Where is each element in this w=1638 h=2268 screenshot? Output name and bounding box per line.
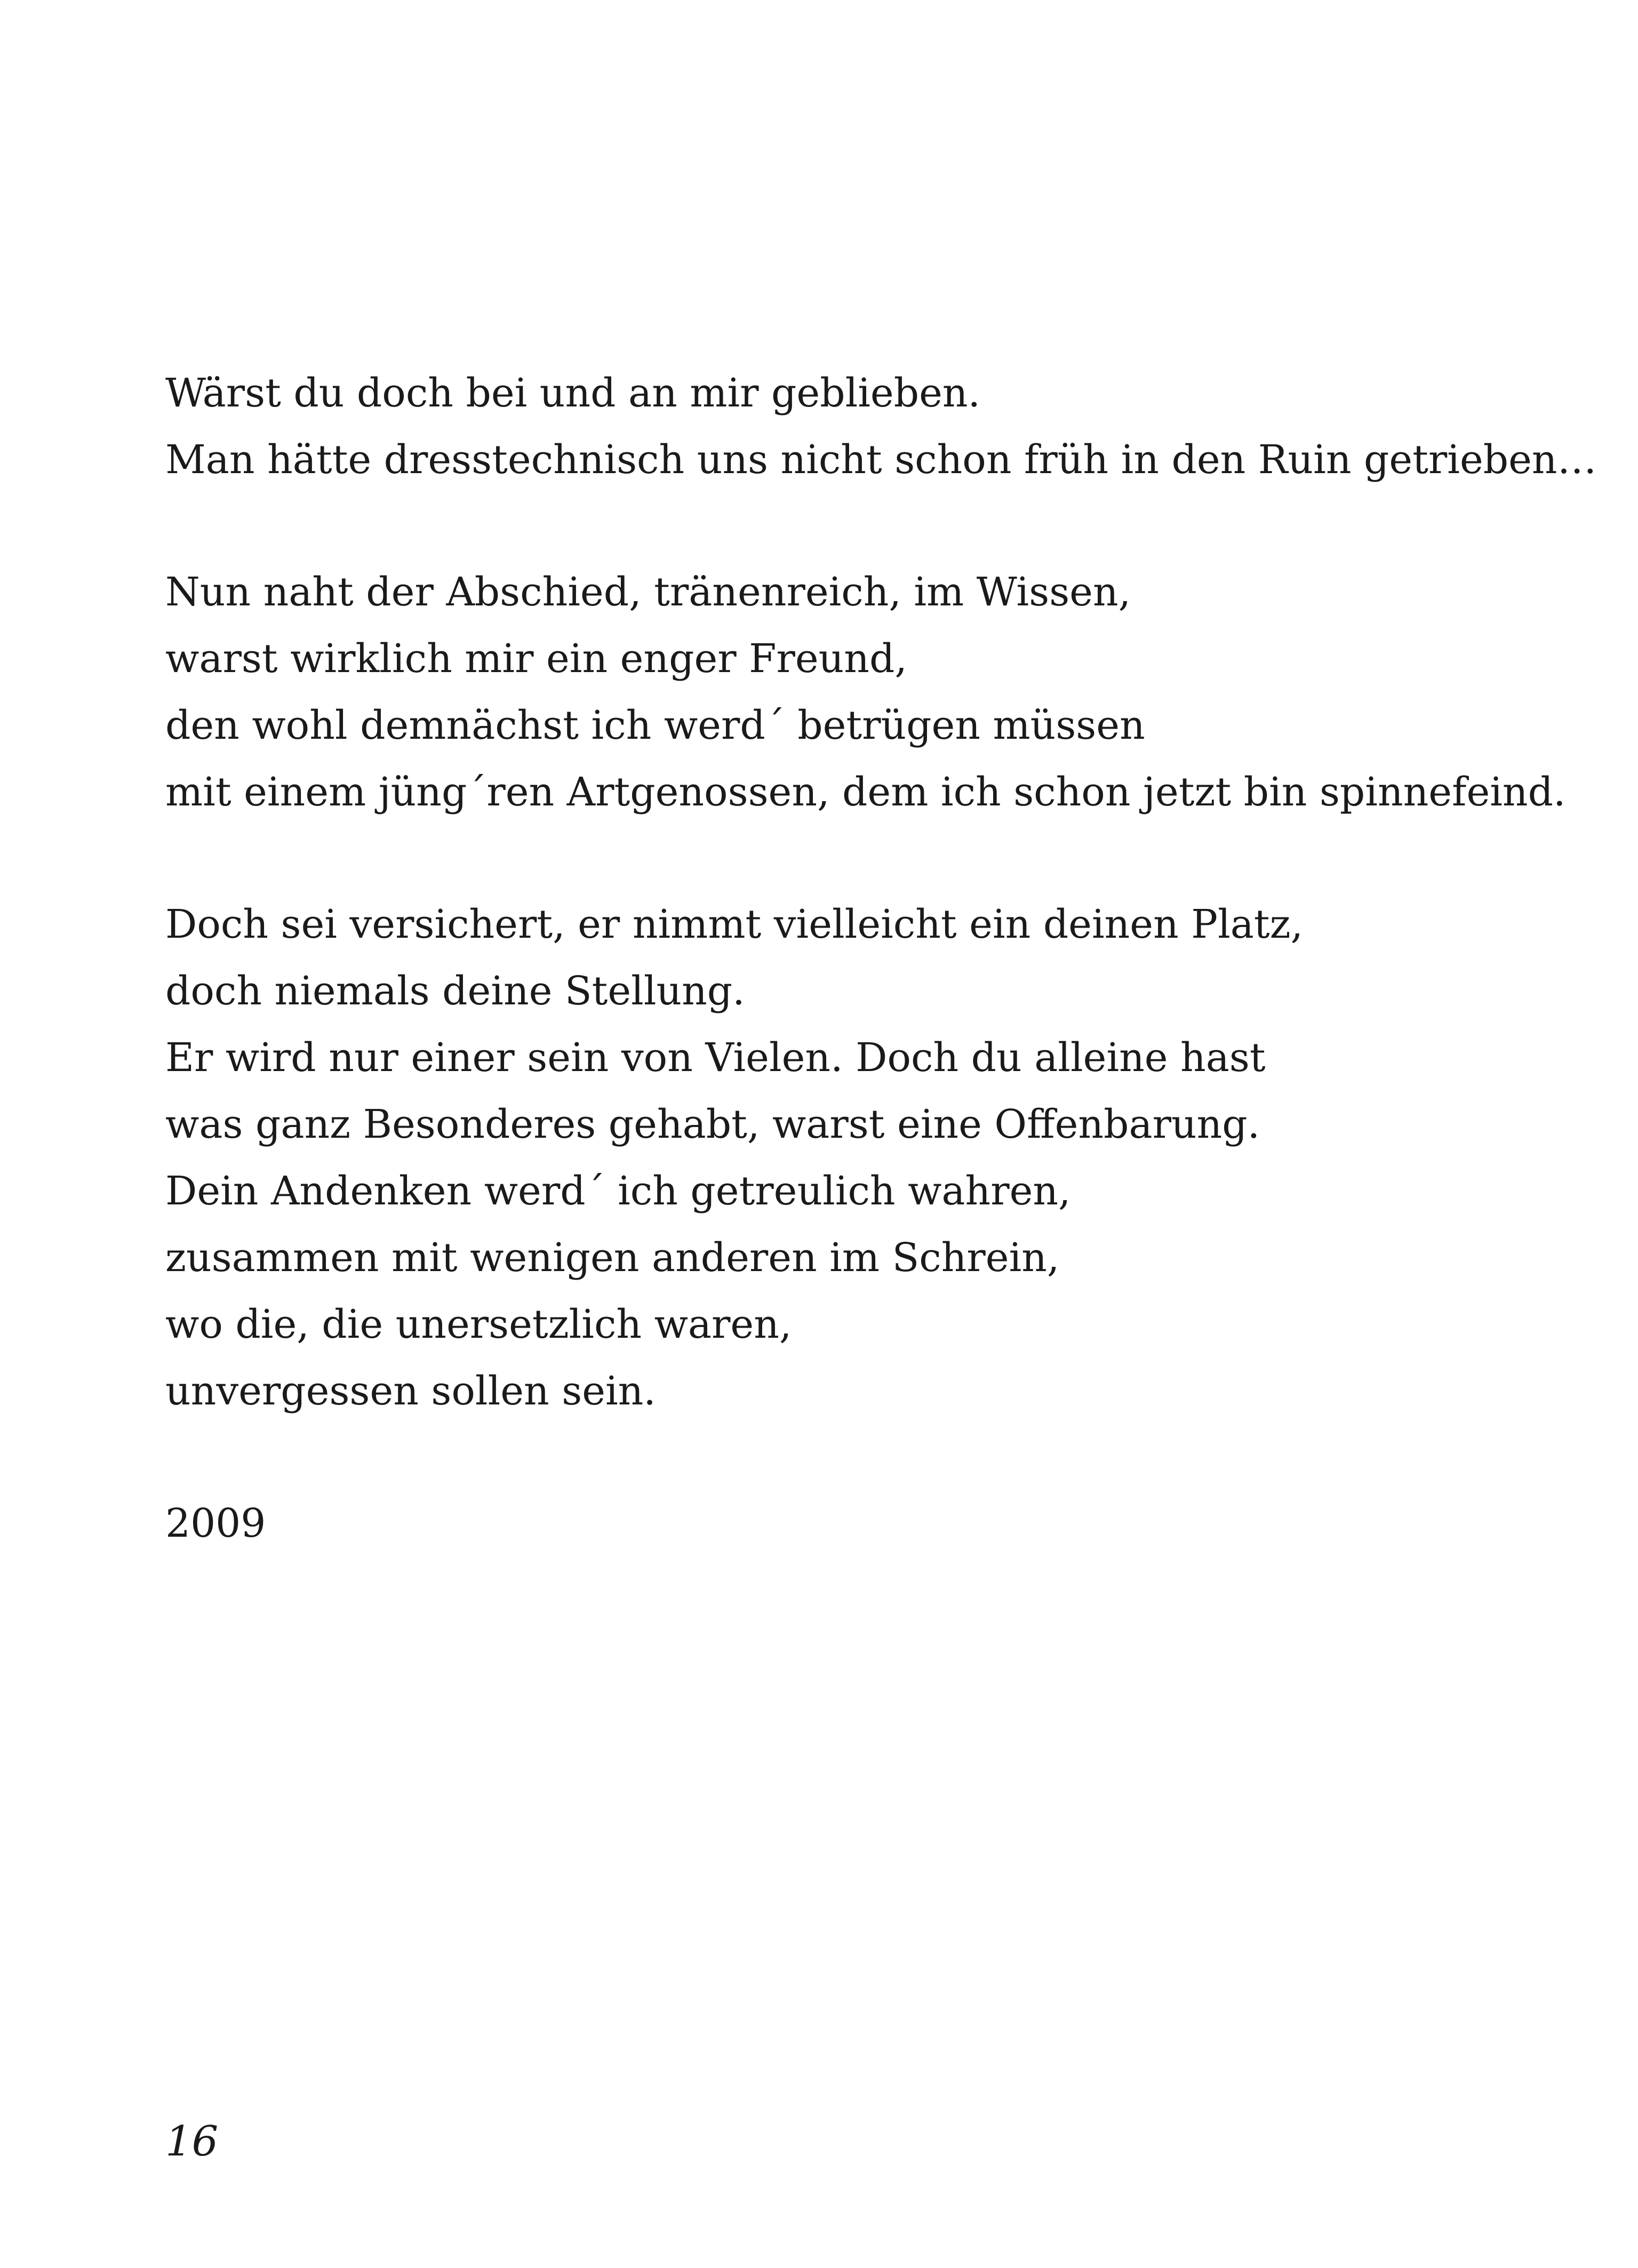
poem-line: warst wirklich mir ein enger Freund,: [165, 636, 907, 682]
stanza-3: [165, 891, 1552, 1425]
stanza-2: [165, 559, 1566, 826]
poem-line: was ganz Besonderes gehabt, warst eine Offenbarung.: [165, 1101, 1260, 1147]
poem-line: Man hätte dresstechnisch uns nicht schon früh in den Ruin getrieben…: [165, 437, 1597, 483]
poem-line: Doch sei versichert, er nimmt vielleicht ein deinen Platz,: [165, 901, 1304, 947]
poem-line: unvergessen sollen sein.: [165, 1368, 656, 1414]
poem-year: 2009: [165, 1500, 266, 1546]
poem-line: zusammen mit wenigen anderen im Schrein,: [165, 1235, 1060, 1281]
poem-line: Nun naht der Abschied, tränenreich, im Wissen,: [165, 569, 1131, 615]
poem-line: doch niemals deine Stellung.: [165, 968, 745, 1014]
poem-line: Er wird nur einer sein von Vielen. Doch du alleine hast: [165, 1035, 1266, 1081]
page-number: 16: [165, 2118, 219, 2166]
poem-body: [165, 360, 1597, 1557]
stanza-1: [165, 360, 1597, 493]
poem-line: Dein Andenken werd´ ich getreulich wahren,: [165, 1168, 1071, 1214]
poem-line: mit einem jüng´ren Artgenossen, dem ich schon jetzt bin spinnefeind.: [165, 769, 1566, 815]
poem-line: Wärst du doch bei und an mir geblieben.: [165, 370, 981, 416]
poem-line: den wohl demnächst ich werd´ betrügen müssen: [165, 702, 1145, 748]
poem-line: wo die, die unersetzlich waren,: [165, 1301, 792, 1347]
